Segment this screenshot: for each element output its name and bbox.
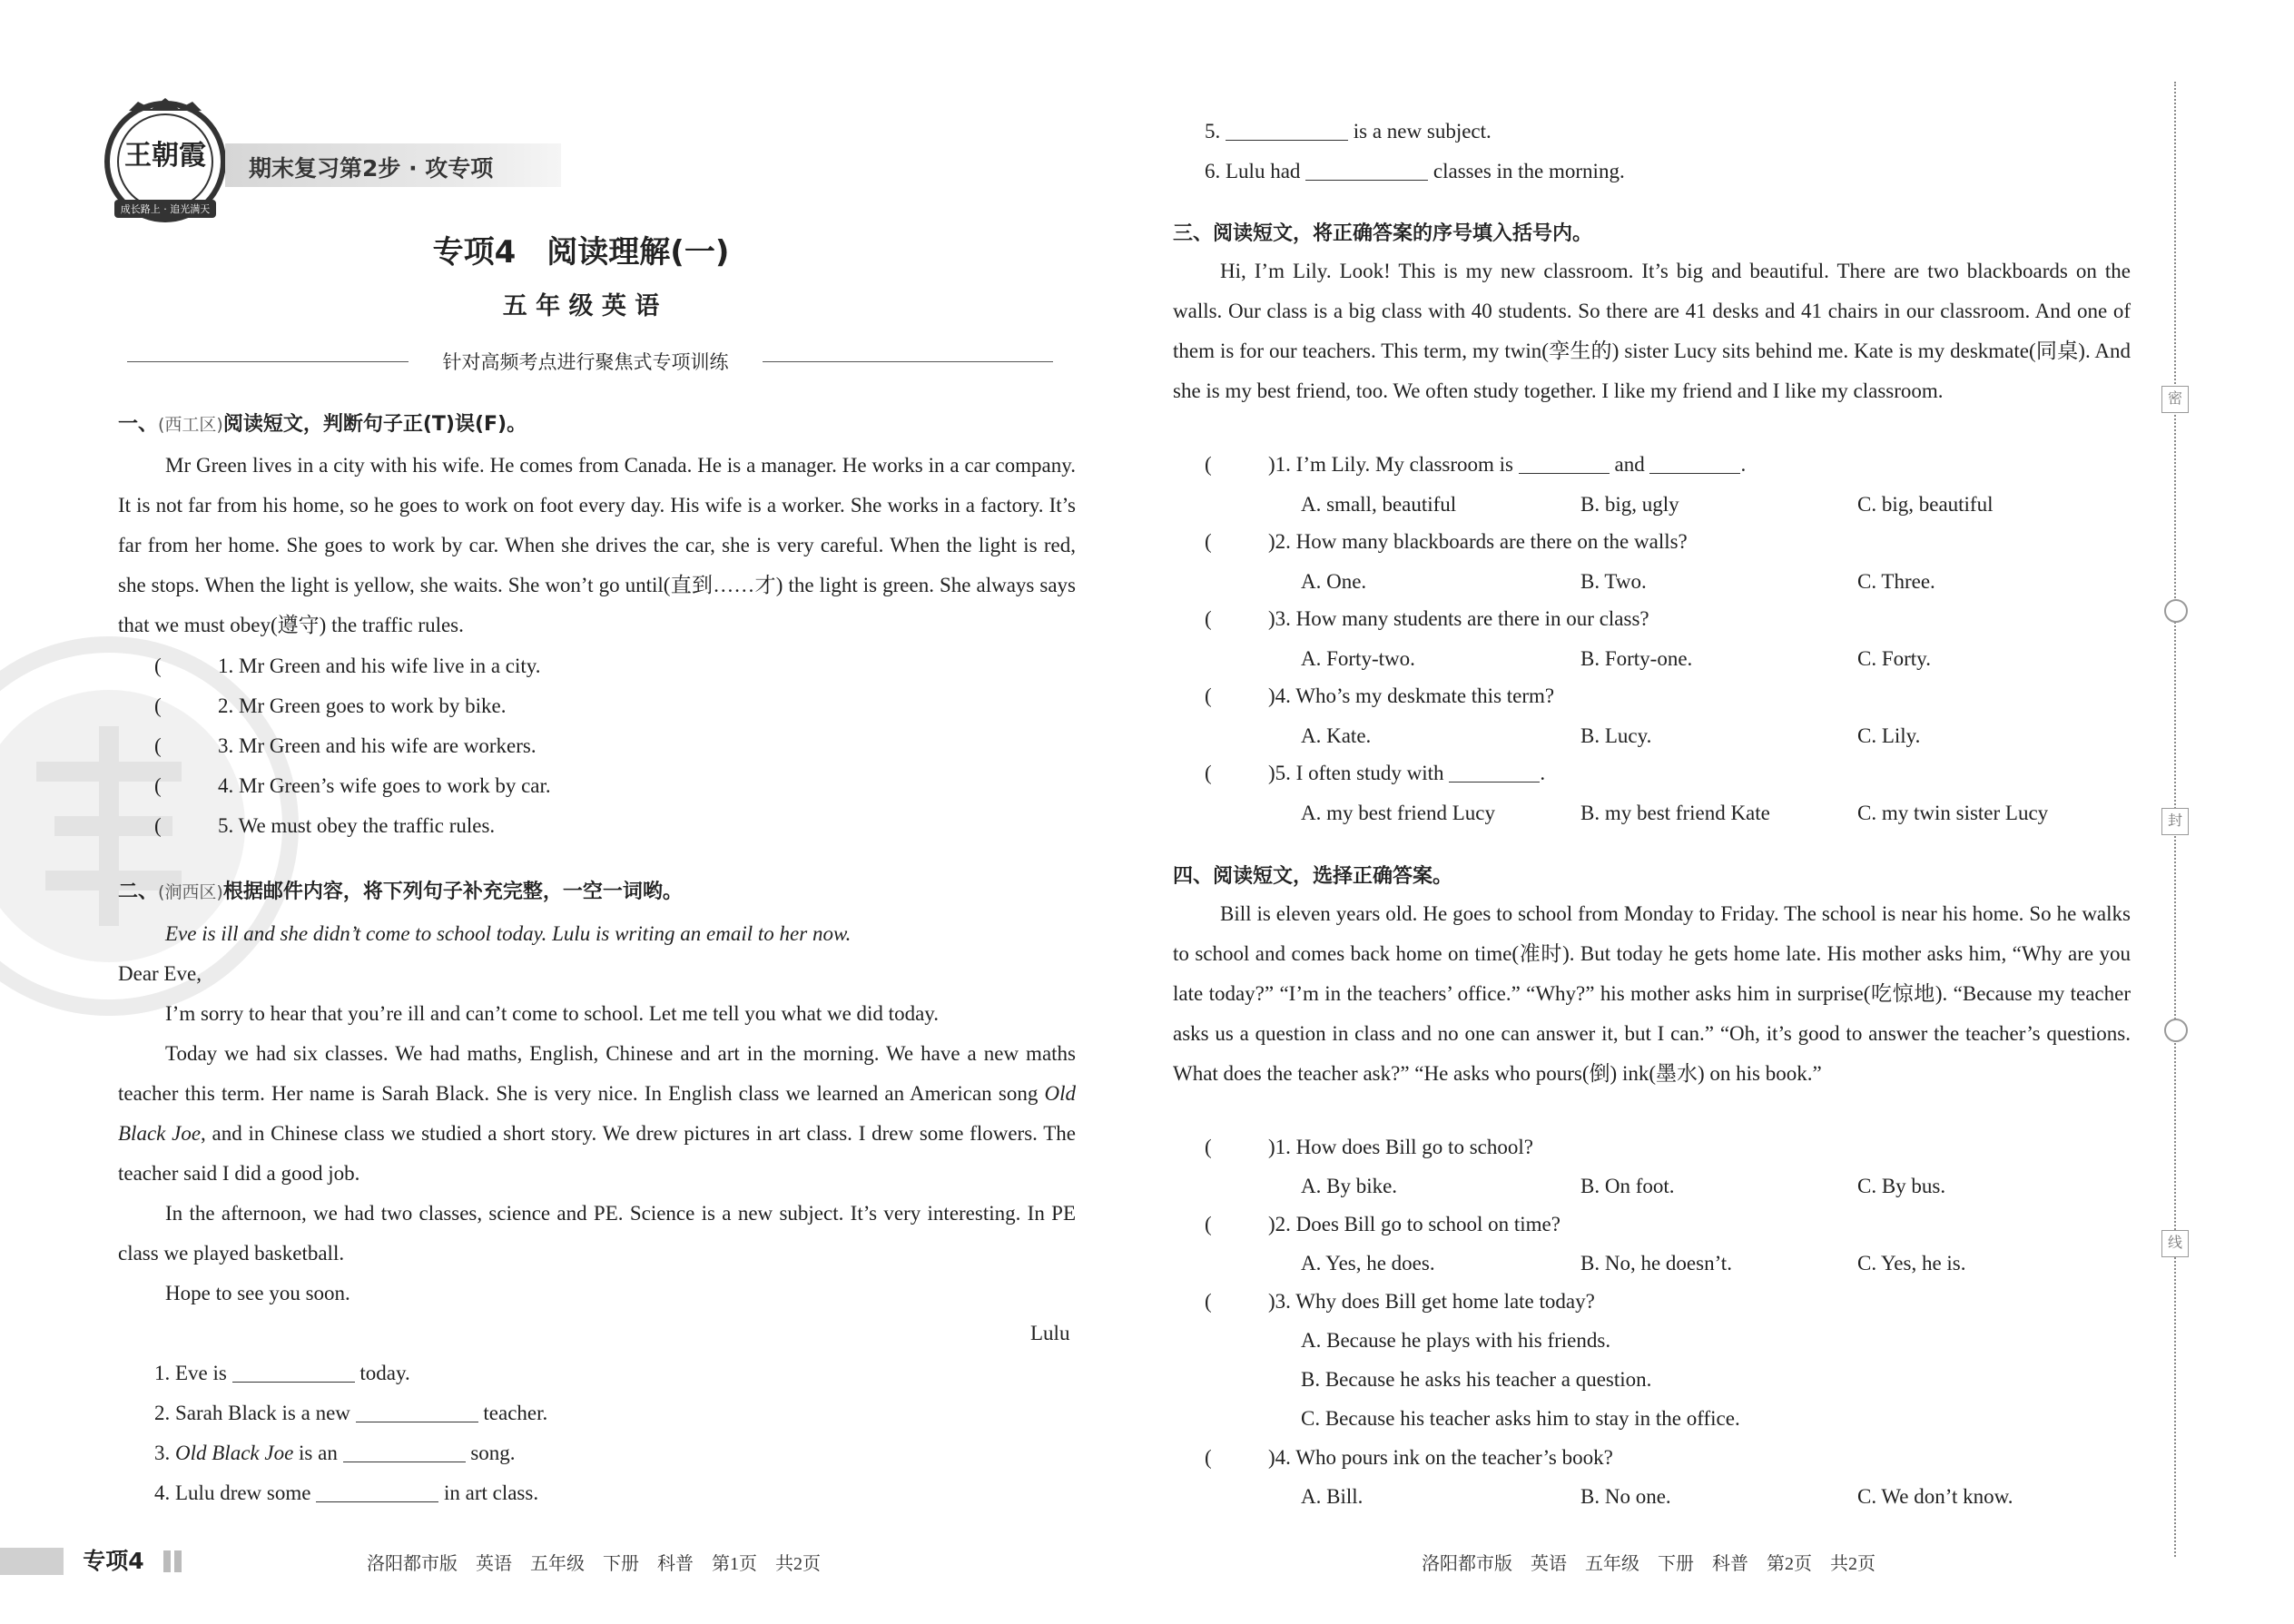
s2-question-6: 6. Lulu had classes in the morning. bbox=[1205, 152, 1625, 192]
option-c: C. Forty. bbox=[1857, 647, 1931, 670]
option-a: A. Yes, he does. bbox=[1301, 1252, 1435, 1275]
brand-tagline: 成长路上 · 追光满天 bbox=[120, 203, 211, 215]
option-c: C. By bus. bbox=[1857, 1175, 1946, 1197]
s3-question-3: ( )3. How many students are there in our class? bbox=[1205, 607, 1649, 630]
answer-blank[interactable] bbox=[343, 1438, 466, 1462]
option-b: B. No, he doesn’t. bbox=[1580, 1252, 1732, 1275]
email-salutation: Dear Eve, bbox=[118, 962, 202, 985]
s1-item-4: ( 4. Mr Green’s wife goes to work by car. bbox=[154, 774, 551, 797]
option-b: B. Because he asks his teacher a question. bbox=[1301, 1368, 1652, 1391]
option-a: A. Bill. bbox=[1301, 1485, 1364, 1508]
option-b: B. Forty-one. bbox=[1580, 647, 1693, 670]
footer-tab: 专项4 bbox=[64, 1545, 163, 1578]
answer-blank[interactable] bbox=[1519, 449, 1610, 474]
email-p1: I’m sorry to hear that you’re ill and can’t come to school. Let me tell you what we did today. bbox=[165, 1002, 940, 1025]
email-p3: In the afternoon, we had two classes, science and PE. Science is a new subject. It’s very interesting. In PE class we played basketball. bbox=[118, 1202, 1076, 1265]
option-a: A. Kate. bbox=[1301, 724, 1372, 747]
option-a: A. my best friend Lucy bbox=[1301, 802, 1495, 824]
source-tag: (涧西区) bbox=[158, 882, 223, 902]
binding-hole-icon bbox=[2164, 1019, 2188, 1042]
option-a: A. One. bbox=[1301, 570, 1367, 593]
s1-item-1: ( 1. Mr Green and his wife live in a city. bbox=[154, 655, 541, 677]
brand-name: 王朝霞 bbox=[124, 140, 206, 172]
option-a: A. small, beautiful bbox=[1301, 493, 1457, 516]
s1-item-5: ( 5. We must obey the traffic rules. bbox=[154, 814, 496, 837]
tagline: 针对高频考点进行聚焦式专项训练 bbox=[442, 351, 729, 373]
email-closing: Hope to see you soon. bbox=[165, 1282, 350, 1304]
option-b: B. my best friend Kate bbox=[1580, 802, 1770, 824]
footer-left: 洛阳都市版 英语 五年级 下册 科普 第1页 共2页 bbox=[367, 1554, 821, 1574]
answer-blank[interactable] bbox=[1449, 758, 1540, 782]
s4-question-4: ( )4. Who pours ink on the teacher’s book? bbox=[1205, 1446, 1613, 1469]
binding-label-xian: 线 bbox=[2161, 1230, 2189, 1257]
s1-item-3: ( 3. Mr Green and his wife are workers. bbox=[154, 734, 537, 757]
option-c: C. my twin sister Lucy bbox=[1857, 802, 2049, 824]
section-3-heading: 三、阅读短文，将正确答案的序号填入括号内。 bbox=[1173, 222, 1593, 245]
s3-question-4: ( )4. Who’s my deskmate this term? bbox=[1205, 684, 1555, 707]
option-c: C. Three. bbox=[1857, 570, 1935, 593]
email-p2: Today we had six classes. We had maths, English, Chinese and art in the morning. We have a new maths teacher this term. Her name is Sarah Black. She is very nice. In English class we learned an American song Old Black Joe, and in Chinese class we studied a short story. We drew pictures in art class. I drew some flowers. The teacher said I did a good job. bbox=[118, 1042, 1076, 1185]
s3-question-2: ( )2. How many blackboards are there on the walls? bbox=[1205, 530, 1688, 553]
option-a: A. Forty-two. bbox=[1301, 647, 1415, 670]
page-title: 专项4 阅读理解(一) bbox=[432, 234, 730, 271]
s2-question-1: 1. Eve is today. bbox=[154, 1353, 410, 1393]
s4-question-2: ( )2. Does Bill go to school on time? bbox=[1205, 1213, 1561, 1235]
footer-decor-icon bbox=[163, 1550, 185, 1572]
option-b: B. Lucy. bbox=[1580, 724, 1652, 747]
option-a: A. By bike. bbox=[1301, 1175, 1398, 1197]
option-c: C. Yes, he is. bbox=[1857, 1252, 1966, 1275]
s2-question-5: 5. is a new subject. bbox=[1205, 112, 1492, 152]
option-b: B. No one. bbox=[1580, 1485, 1671, 1508]
section-4-heading: 四、阅读短文，选择正确答案。 bbox=[1173, 865, 1453, 888]
option-b: B. Two. bbox=[1580, 570, 1647, 593]
option-c: C. Because his teacher asks him to stay in the office. bbox=[1301, 1407, 1740, 1430]
section-1-heading: 一、(西工区)阅读短文，判断句子正(T)误(F)。 bbox=[118, 413, 527, 436]
binding-label-feng: 封 bbox=[2161, 808, 2189, 835]
binding-hole-icon bbox=[2164, 599, 2188, 623]
s3-question-1: ( )1. I’m Lily. My classroom is and . bbox=[1205, 445, 1746, 485]
email-signature: Lulu bbox=[1030, 1322, 1070, 1344]
section-4-passage: Bill is eleven years old. He goes to school from Monday to Friday. The school is near his home. So he walks to school and comes back home on time(准时). But today he gets home late. His mother asks him, “Why are you late today?” “I’m in the teachers’ office.” “Why?” his mother asks him in surprise(吃惊地). “Because my teacher asks us a question in class and no one can answer it, but I can.” “Oh, it’s good to answer the teacher’s questions. What does the teacher ask?” “He asks who pours(倒) ink(墨水) on his book.” bbox=[1173, 902, 2131, 1085]
tagline-rule-right bbox=[763, 361, 1053, 362]
option-a: A. Because he plays with his friends. bbox=[1301, 1329, 1611, 1352]
answer-blank[interactable] bbox=[356, 1398, 478, 1422]
answer-blank[interactable] bbox=[232, 1358, 355, 1383]
s4-question-3: ( )3. Why does Bill get home late today? bbox=[1205, 1290, 1595, 1313]
section-2-heading: 二、(涧西区)根据邮件内容，将下列句子补充完整，一空一词哟。 bbox=[118, 881, 683, 903]
option-c: C. We don’t know. bbox=[1857, 1485, 2013, 1508]
page-subtitle: 五 年 级 英 语 bbox=[502, 292, 660, 320]
option-b: B. On foot. bbox=[1580, 1175, 1675, 1197]
s1-item-2: ( 2. Mr Green goes to work by bike. bbox=[154, 694, 507, 717]
answer-blank[interactable] bbox=[1226, 116, 1348, 141]
tagline-rule-left bbox=[127, 361, 409, 362]
answer-blank[interactable] bbox=[1649, 449, 1740, 474]
option-b: B. big, ugly bbox=[1580, 493, 1679, 516]
banner-text: 期末复习第2步 · 攻专项 bbox=[249, 155, 494, 182]
answer-blank[interactable] bbox=[1305, 156, 1428, 181]
source-tag: (西工区) bbox=[158, 415, 223, 435]
email-intro: Eve is ill and she didn’t come to school today. Lulu is writing an email to her now. bbox=[165, 922, 852, 945]
section-3-passage: Hi, I’m Lily. Look! This is my new classroom. It’s big and beautiful. There are two blackboards on the walls. Our class is a big class with 40 students. So there are 41 desks and 41 chairs in our classroom. And one of them is for our teachers. This term, my twin(孪生的) sister Lucy sits behind me. Kate is my deskmate(同桌). And she is my best friend, too. We often study together. I like my friend and I like my classroom. bbox=[1173, 260, 2131, 402]
footer-bar bbox=[0, 1548, 64, 1575]
option-c: C. Lily. bbox=[1857, 724, 1921, 747]
section-1-passage: Mr Green lives in a city with his wife. He comes from Canada. He is a manager. He works in a car company. It is not far from his home, so he goes to work on foot every day. His wife is a worker. She works in a factory. It’s far from her home. She goes to work by car. When she drives the car, she is very careful. When the light is red, she stops. When the light is yellow, she waits. She won’t go until(直到……才) the light is green. She always says that we must obey(遵守) the traffic rules. bbox=[118, 454, 1076, 636]
brand-logo bbox=[102, 98, 229, 225]
s2-question-2: 2. Sarah Black is a new teacher. bbox=[154, 1393, 547, 1433]
binding-label-mi: 密 bbox=[2161, 386, 2189, 413]
s2-question-4: 4. Lulu drew some in art class. bbox=[154, 1473, 538, 1513]
footer-right: 洛阳都市版 英语 五年级 下册 科普 第2页 共2页 bbox=[1422, 1554, 1876, 1574]
s3-question-5: ( )5. I often study with . bbox=[1205, 753, 1545, 793]
section-banner bbox=[225, 143, 561, 187]
answer-blank[interactable] bbox=[316, 1478, 438, 1502]
option-c: C. big, beautiful bbox=[1857, 493, 1994, 516]
s2-question-3: 3. Old Black Joe is an song. bbox=[154, 1433, 516, 1473]
s4-question-1: ( )1. How does Bill go to school? bbox=[1205, 1136, 1533, 1158]
